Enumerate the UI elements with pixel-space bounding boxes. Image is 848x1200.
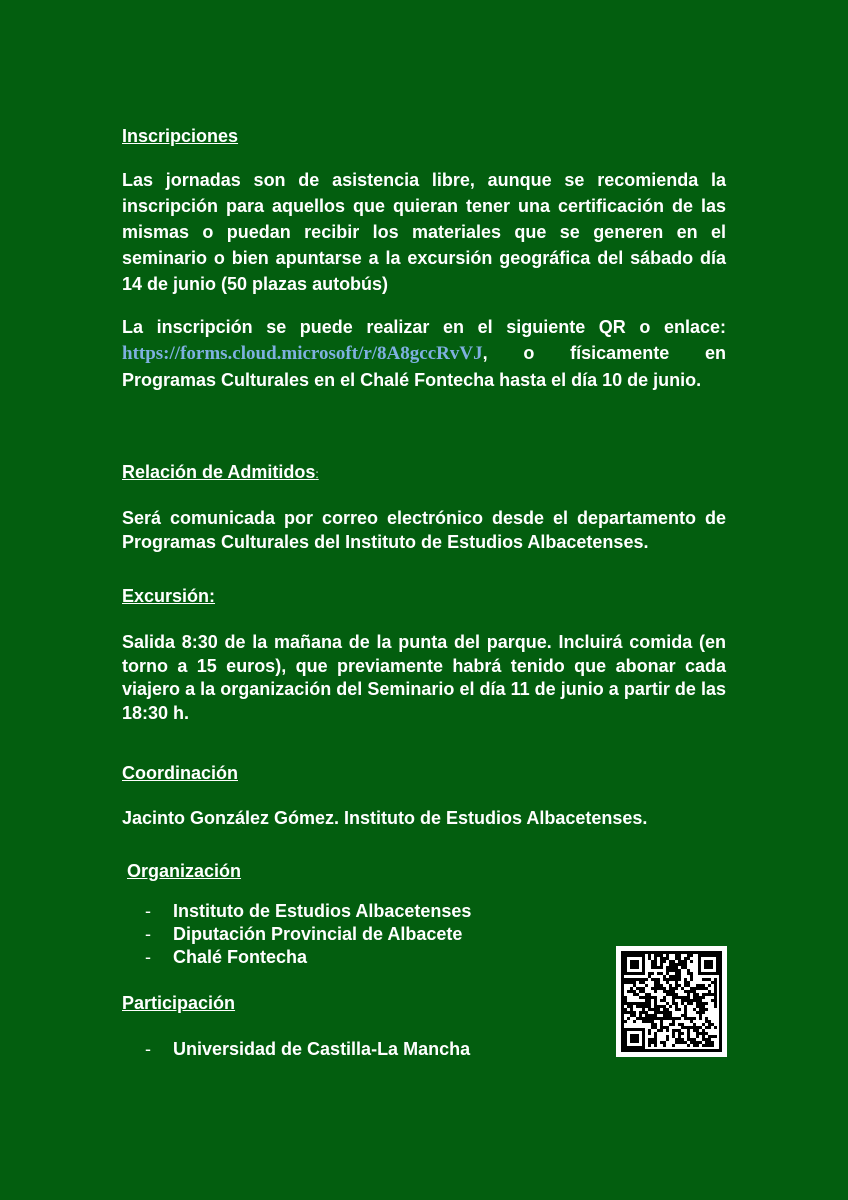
list-item [145,1038,470,1061]
list-item-label: Universidad de Castilla-La Mancha [173,1039,471,1059]
inscripciones-paragraph: Las jornadas son de asistencia libre, aunque se recomienda la inscripción para aquellos que quieran tener una certificación de las mismas o puedan recibir los materiales que se generen en el seminario o bien apuntarse a la excursión geográfica del sábado día 14 de junio (50 plazas autobús) [122,170,726,294]
inscripcion-text-before: La inscripción se puede realizar en el siguiente QR o enlace: [122,317,726,337]
admitidos-title: Relación de Admitidos [122,462,316,482]
list-dash: - [145,901,151,921]
coordinacion-text: Jacinto González Gómez. Instituto de Estudios Albacetenses. [122,808,648,828]
inscripcion-paragraph [122,314,726,393]
admitidos-paragraph: Será comunicada por correo electrónico desde el departamento de Programas Culturales del Instituto de Estudios Albacetenses. [122,508,726,552]
participacion-heading: Participación [122,993,236,1013]
list-item [145,923,471,946]
admitidos-colon: : [315,467,319,481]
participacion-list [145,1038,470,1061]
list-item [145,946,471,969]
excursion-paragraph: Salida 8:30 de la mañana de la punta del parque. Incluirá comida (en torno a 15 euros), que previamente habrá tenido que abonar cada viajero a la organización del Seminario el día 11 de junio a partir de las 18:30 h. [122,632,726,723]
qr-code-graphic [616,946,727,1057]
organizacion-heading: Organización [127,861,242,881]
list-item-label: Instituto de Estudios Albacetenses [173,901,472,921]
list-dash: - [145,947,151,967]
inscripcion-text-after: , o físicamente en Programas Culturales en el Chalé Fontecha hasta el día 10 de junio. [122,343,726,390]
registration-link[interactable]: https://forms.cloud.microsoft/r/8A8gccRvVJ [122,343,483,364]
list-item [145,900,471,923]
list-item-label: Diputación Provincial de Albacete [173,924,463,944]
qr-code[interactable] [616,946,727,1057]
inscripciones-heading: Inscripciones [122,126,239,146]
list-dash: - [145,1039,151,1059]
list-item-label: Chalé Fontecha [173,947,308,967]
organizacion-list [145,900,471,969]
admitidos-heading [122,462,319,483]
excursion-heading: Excursión: [122,586,216,606]
list-dash: - [145,924,151,944]
coordinacion-heading: Coordinación [122,763,238,783]
